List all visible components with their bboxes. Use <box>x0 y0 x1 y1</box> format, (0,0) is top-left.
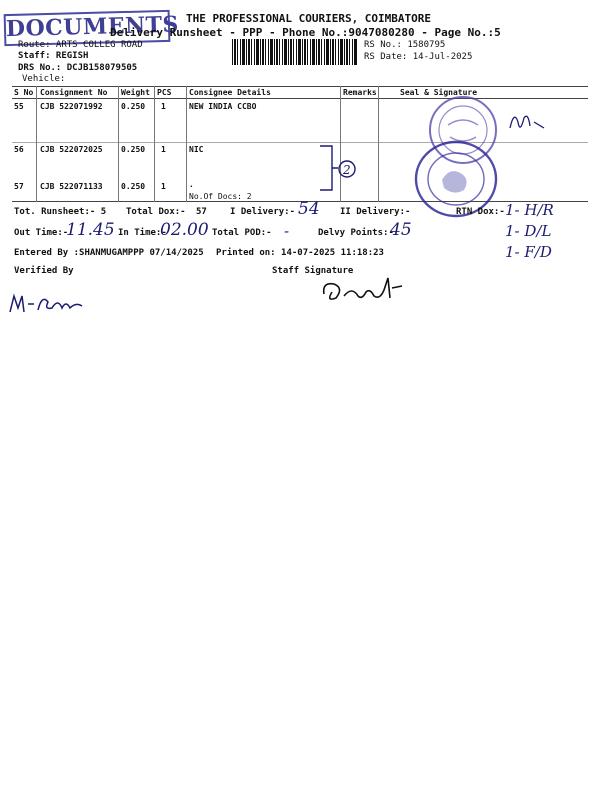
delvy-points-handwritten: 45 <box>390 220 412 240</box>
ii-delivery-label: II Delivery:- <box>340 207 411 217</box>
row-pcs: 1 <box>161 145 166 154</box>
row-pcs: 1 <box>161 102 166 111</box>
col-divider <box>154 86 155 202</box>
verified-by-label: Verified By <box>14 266 74 276</box>
header-pcs: PCS <box>157 88 172 97</box>
documents-stamp: DOCUMENTS <box>4 10 171 46</box>
row-consignment: CJB 522072025 <box>40 145 103 154</box>
side-note-fd: 1- F/D <box>505 243 552 261</box>
total-dox-value: 57 <box>196 207 207 217</box>
table-row-divider <box>12 142 588 143</box>
col-divider <box>378 86 379 202</box>
row-weight: 0.250 <box>121 182 146 191</box>
row-consignment: CJB 522071133 <box>40 182 103 191</box>
staff-signature-label: Staff Signature <box>272 266 354 276</box>
total-dox-label: Total Dox:- <box>126 207 186 217</box>
out-time-label: Out Time:- <box>14 228 69 238</box>
runsheet-table <box>12 86 588 202</box>
header-consignment: Consignment No <box>40 88 108 97</box>
row-sno: 56 <box>14 145 24 154</box>
header-remarks: Remarks <box>343 88 377 97</box>
row-weight: 0.250 <box>121 145 146 154</box>
i-delivery-handwritten: 54 <box>298 199 320 219</box>
bracket-circled-number: 2 <box>343 163 351 177</box>
staff-signature <box>318 276 414 306</box>
total-pod-handwritten: - <box>284 222 290 240</box>
staff-label: Staff: REGISH <box>18 51 89 61</box>
drs-number: DRS No.: DCJB158079505 <box>18 63 138 73</box>
rs-date: RS Date: 14-Jul-2025 <box>364 52 473 62</box>
rtn-dox-handwritten: 1- H/R <box>505 201 554 219</box>
table-header-border <box>12 98 588 99</box>
side-note-dl: 1- D/L <box>505 222 552 240</box>
row-weight: 0.250 <box>121 102 146 111</box>
col-divider <box>36 86 37 202</box>
col-divider <box>118 86 119 202</box>
barcode <box>232 39 358 65</box>
initials-signature <box>508 108 548 136</box>
printed-on: Printed on: 14-07-2025 11:18:23 <box>216 248 384 258</box>
vehicle-label: Vehicle: <box>22 74 66 84</box>
header-sno: S No <box>14 88 34 97</box>
row-consignee: . <box>189 180 194 189</box>
out-time-handwritten: 11.45 <box>66 220 115 240</box>
docs-count: No.Of Docs: 2 <box>189 192 252 201</box>
total-pod-label: Total POD:- <box>212 228 272 238</box>
row-sno: 57 <box>14 182 24 191</box>
row-consignment: CJB 522071992 <box>40 102 103 111</box>
row-consignee: NIC <box>189 145 204 154</box>
header-seal: Seal & Signature <box>400 88 478 97</box>
table-top-border <box>12 86 588 87</box>
tot-runsheet: Tot. Runsheet:- 5 <box>14 207 107 217</box>
in-time-label: In Time:- <box>118 228 167 238</box>
row-consignee: NEW INDIA CCBO <box>189 102 257 111</box>
rtn-dox-label: RTN Dox:- <box>456 207 505 217</box>
header-consignee: Consignee Details <box>189 88 271 97</box>
route-label: Route: ARTS COLLEG ROAD <box>18 40 143 50</box>
delvy-points-label: Delvy Points:- <box>318 228 394 238</box>
in-time-handwritten: 02.00 <box>160 220 209 240</box>
verifier-signature <box>8 290 88 316</box>
i-delivery-label: I Delivery:- <box>230 207 296 217</box>
company-title: THE PROFESSIONAL COURIERS, COIMBATORE <box>186 12 432 25</box>
row-pcs: 1 <box>161 182 166 191</box>
rs-number: RS No.: 1580795 <box>364 40 446 50</box>
row-sno: 55 <box>14 102 24 111</box>
header-weight: Weight <box>121 88 150 97</box>
col-divider <box>186 86 187 202</box>
runsheet-subtitle: Delivery Runsheet - PPP - Phone No.:9047080280 - Page No.:5 <box>110 26 501 39</box>
entered-by: Entered By :SHANMUGAMPPP 07/14/2025 <box>14 248 204 258</box>
